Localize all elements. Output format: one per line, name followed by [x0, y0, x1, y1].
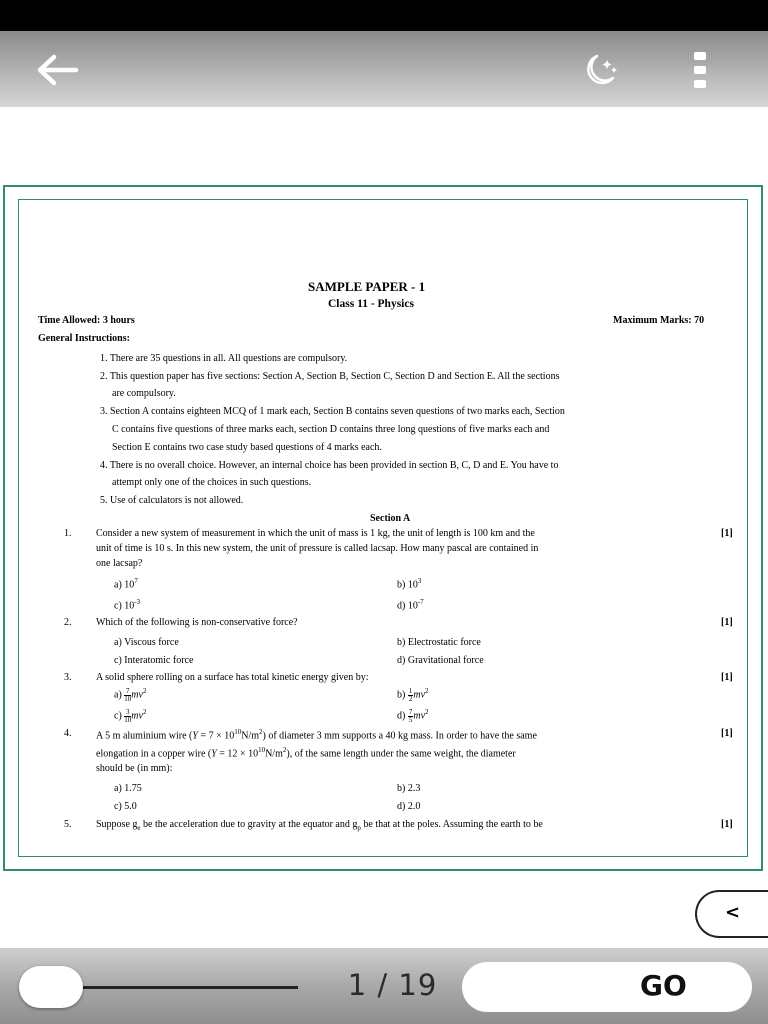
previous-page-button[interactable]	[695, 890, 768, 938]
exponent: 2	[282, 746, 287, 754]
text-run: be the acceleration due to gravity at the equator and g	[140, 819, 358, 830]
option-c[interactable]	[114, 708, 146, 724]
exponent: 10	[234, 728, 242, 736]
option-value: Electrostatic force	[407, 637, 481, 648]
option-value: 2.3	[407, 783, 421, 794]
question-number: 2.	[64, 617, 72, 628]
option-exponent: 2	[142, 708, 147, 716]
question-text: A solid sphere rolling on a surface has total kinetic energy given by:	[96, 672, 369, 683]
option-value: 1.75	[124, 783, 142, 794]
option-value: 5.0	[124, 801, 137, 812]
menu-dot	[694, 80, 706, 88]
option-exponent: 2	[425, 687, 429, 695]
option-label: d)	[397, 655, 406, 666]
option-label: d)	[397, 600, 406, 612]
fraction-denominator: 10	[124, 715, 132, 724]
fraction-denominator: 5	[408, 715, 413, 724]
option-value: 10	[407, 600, 418, 612]
option-value: Interatomic force	[124, 655, 194, 666]
exponent: 2	[259, 728, 263, 736]
option-value: Viscous force	[124, 637, 179, 648]
instruction-line: Section E contains two case study based questions of 4 marks each.	[112, 442, 382, 453]
option-value: 2.0	[407, 801, 421, 812]
option-value: 10	[124, 600, 135, 612]
instruction-line: are compulsory.	[112, 388, 176, 399]
subscript: e	[137, 824, 141, 832]
paper-title: SAMPLE PAPER - 1	[308, 279, 426, 294]
moon-stars-icon	[575, 50, 623, 90]
option-exponent: 7	[134, 577, 138, 585]
marks-badge: [1]	[721, 617, 733, 628]
marks-badge: [1]	[721, 728, 733, 739]
question-text: Which of the following is non-conservative force?	[96, 617, 298, 628]
option-b[interactable]	[397, 637, 481, 648]
question-number: 3.	[64, 672, 72, 683]
option-expression: mv	[413, 710, 426, 722]
option-label: d)	[397, 801, 406, 812]
question-number: 4.	[64, 728, 72, 739]
option-a[interactable]	[114, 637, 179, 648]
paper-subtitle: Class 11 - Physics	[328, 298, 414, 310]
option-label: a)	[114, 783, 122, 794]
chevron-left-icon: <	[725, 902, 741, 923]
symbol: Y	[192, 730, 198, 742]
text-run: = 7 × 10	[197, 730, 235, 742]
text-run: N/m	[241, 730, 260, 742]
option-label: a)	[114, 579, 122, 591]
fraction-denominator: 10	[124, 694, 132, 703]
text-run: N/m	[265, 748, 283, 760]
option-d[interactable]	[397, 598, 424, 611]
top-toolbar	[0, 31, 768, 107]
option-d[interactable]	[397, 655, 484, 666]
instruction-line: 3. Section A contains eighteen MCQ of 1 mark each, Section B contains seven questions of two marks each, Section	[100, 406, 565, 417]
option-label: b)	[397, 689, 406, 701]
option-a[interactable]	[114, 577, 138, 590]
option-c[interactable]	[114, 801, 137, 812]
option-exponent: -7	[417, 598, 424, 606]
instruction-line: 5. Use of calculators is not allowed.	[100, 495, 244, 506]
instruction-line: 2. This question paper has five sections: Section A, Section B, Section C, Section D and Section E. All the sections	[100, 371, 560, 382]
question-text	[96, 728, 537, 741]
marks-badge: [1]	[721, 672, 733, 683]
fraction-numerator: 7	[408, 707, 413, 716]
page-slider-thumb[interactable]	[19, 966, 83, 1008]
marks-badge: [1]	[721, 819, 733, 830]
page-indicator: 1 / 19	[347, 968, 438, 1002]
option-label: b)	[397, 637, 406, 648]
option-value: Gravitational force	[407, 655, 484, 666]
back-button[interactable]	[34, 51, 80, 89]
option-value: 10	[124, 579, 135, 591]
instruction-line: 1. There are 35 questions in all. All questions are compulsory.	[100, 353, 348, 364]
page-number-input[interactable]	[462, 962, 752, 1012]
time-allowed: Time Allowed: 3 hours	[38, 315, 135, 326]
question-text	[96, 819, 543, 832]
option-d[interactable]	[397, 801, 420, 812]
text-run: ) of diameter 3 mm supports a 40 kg mass. In order to have the same	[262, 730, 537, 742]
section-heading: Section A	[370, 513, 411, 524]
option-label: c)	[114, 801, 122, 812]
text-run: be that at the poles. Assuming the earth to be	[360, 819, 543, 830]
instruction-line: 4. There is no overall choice. However, an internal choice has been provided in section B, C, D and E. You have to	[100, 460, 559, 471]
text-run: Suppose g	[96, 819, 138, 830]
question-text: Consider a new system of measurement in which the unit of mass is 1 kg, the unit of length is 100 km and the	[96, 528, 535, 539]
option-d[interactable]	[397, 708, 429, 724]
option-label: a)	[114, 689, 122, 701]
question-text: unit of time is 10 s. In this new system, the unit of pressure is called lacsap. How many pascal are contained in	[96, 543, 539, 554]
option-label: b)	[397, 783, 406, 794]
fraction-denominator: 2	[408, 694, 413, 703]
text-run: elongation in a copper wire (	[96, 748, 212, 760]
option-c[interactable]	[114, 598, 140, 611]
option-label: c)	[114, 655, 122, 666]
option-exponent: 2	[425, 708, 429, 716]
text-run: A 5 m aluminium wire (	[96, 730, 193, 742]
fraction-numerator: 3	[126, 707, 130, 716]
go-button[interactable]: GO	[640, 969, 687, 1002]
question-number: 1.	[64, 528, 72, 539]
text-run: = 12 × 10	[216, 748, 259, 760]
page-slider-track[interactable]	[60, 986, 298, 989]
option-b[interactable]	[397, 577, 421, 590]
option-a[interactable]	[114, 687, 146, 703]
vertical-dots-icon	[694, 52, 706, 60]
option-expression: mv	[131, 710, 143, 722]
option-c[interactable]	[114, 655, 193, 666]
maximum-marks: Maximum Marks: 70	[613, 315, 705, 326]
night-mode-button[interactable]	[575, 50, 623, 90]
question-number: 5.	[64, 819, 72, 830]
marks-badge: [1]	[721, 528, 733, 539]
menu-dot	[694, 66, 706, 74]
option-exponent: 2	[142, 687, 147, 695]
option-label: d)	[397, 710, 406, 722]
exponent: 10	[258, 746, 266, 754]
document-page[interactable]	[3, 185, 763, 871]
general-instructions-heading: General Instructions:	[38, 333, 130, 344]
question-text	[96, 746, 516, 759]
option-expression: mv	[131, 689, 143, 701]
option-expression: mv	[413, 689, 426, 701]
symbol: Y	[211, 748, 217, 760]
subscript: p	[357, 824, 361, 832]
status-bar	[0, 0, 768, 31]
fraction-numerator: 7	[126, 686, 130, 695]
fraction-numerator: 1	[408, 686, 413, 695]
arrow-left-icon	[34, 51, 80, 89]
option-b[interactable]	[397, 687, 429, 703]
question-text: one lacsap?	[96, 558, 143, 569]
option-exponent: -3	[134, 598, 141, 606]
option-a[interactable]	[114, 783, 142, 794]
question-text: should be (in mm):	[96, 763, 173, 774]
text-run: ), of the same length under the same weight, the diameter	[286, 748, 516, 760]
option-label: b)	[397, 579, 406, 591]
overflow-menu-button[interactable]	[690, 50, 714, 92]
option-b[interactable]	[397, 783, 420, 794]
option-label: c)	[114, 600, 122, 612]
option-label: a)	[114, 637, 122, 648]
instruction-line: C contains five questions of three marks each, section D contains three long questions of five marks each and	[112, 424, 550, 435]
option-exponent: 3	[417, 577, 422, 585]
option-value: 10	[407, 579, 418, 591]
instruction-line: attempt only one of the choices in such questions.	[112, 477, 312, 488]
option-label: c)	[114, 710, 122, 722]
